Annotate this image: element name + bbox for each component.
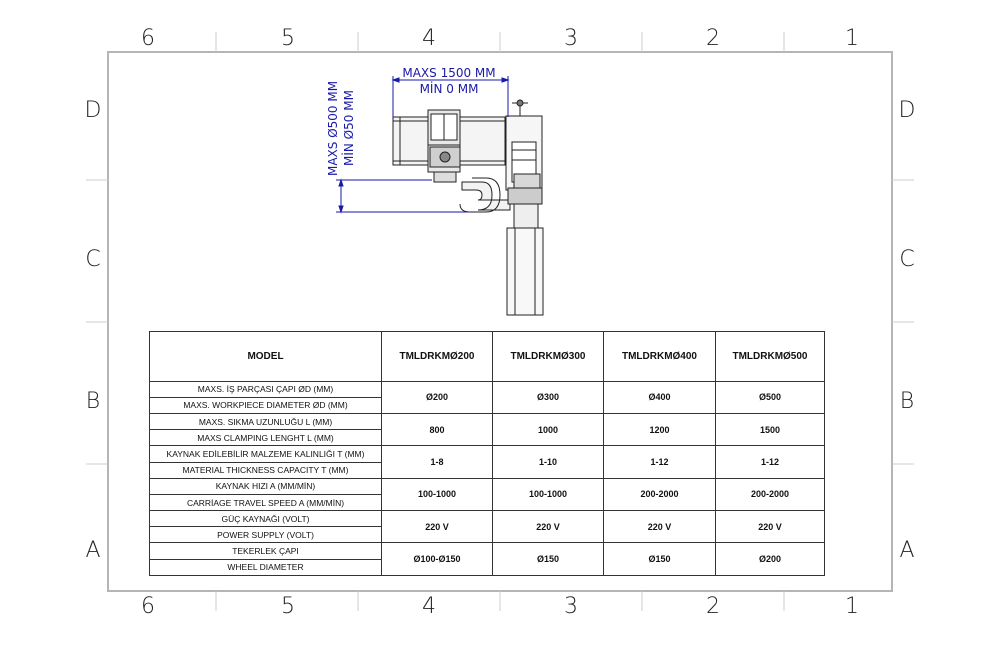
spec-table (149, 331, 825, 576)
table-cell: 100-1000 (382, 478, 493, 510)
table-cell: 1-12 (716, 446, 825, 478)
zone-col-label: 2 (706, 594, 720, 619)
table-cell: 1-10 (493, 446, 604, 478)
table-row (150, 381, 825, 397)
table-row (150, 446, 825, 462)
zone-col-label: 3 (564, 26, 578, 51)
table-cell: 220 V (604, 511, 716, 543)
table-cell: 200-2000 (604, 478, 716, 510)
zone-col-label: 6 (141, 26, 155, 51)
zone-row-label: D (84, 98, 102, 123)
dim-diameter-min-label: MİN Ø50 MM (342, 90, 356, 166)
model-column-header: TMLDRKMØ300 (493, 332, 604, 382)
table-cell: Ø400 (604, 381, 716, 413)
row-label-tr: TEKERLEK ÇAPI (150, 543, 382, 559)
zone-col-label: 6 (141, 594, 155, 619)
table-cell: Ø200 (716, 543, 825, 576)
table-cell: Ø100-Ø150 (382, 543, 493, 576)
table-row (150, 543, 825, 559)
table-row (150, 478, 825, 494)
table-cell: 1200 (604, 413, 716, 445)
zone-col-label: 3 (564, 594, 578, 619)
zone-col-label: 4 (422, 26, 436, 51)
table-cell: Ø300 (493, 381, 604, 413)
dim-travel-max-label: MAXS 1500 MM (402, 66, 496, 80)
zone-col-label: 5 (281, 594, 295, 619)
row-label-tr: MAXS. SIKMA UZUNLUĞU L (MM) (150, 413, 382, 429)
row-label-tr: GÜÇ KAYNAĞI (VOLT) (150, 511, 382, 527)
zone-row-label: B (899, 389, 915, 414)
row-label-tr: KAYNAK HIZI A (MM/MİN) (150, 478, 382, 494)
row-label-en: POWER SUPPLY (VOLT) (150, 527, 382, 543)
table-cell: Ø150 (604, 543, 716, 576)
model-column-header: TMLDRKMØ500 (716, 332, 825, 382)
row-label-en: MAXS CLAMPING LENGHT L (MM) (150, 430, 382, 446)
row-label-en: MATERIAL THICKNESS CAPACITY T (MM) (150, 462, 382, 478)
table-row (150, 413, 825, 429)
table-cell: 1-8 (382, 446, 493, 478)
zone-row-label: C (85, 247, 101, 272)
table-cell: 220 V (493, 511, 604, 543)
dim-diameter-max-label: MAXS Ø500 MM (326, 80, 340, 176)
table-cell: Ø150 (493, 543, 604, 576)
table-cell: 1000 (493, 413, 604, 445)
table-cell: 1500 (716, 413, 825, 445)
torch-elbow (460, 178, 510, 212)
dim-travel-min-label: MİN 0 MM (419, 82, 479, 96)
zone-row-label: A (899, 538, 915, 563)
zone-row-label: B (85, 389, 101, 414)
model-header: MODEL (150, 332, 382, 382)
zone-row-label: D (898, 98, 916, 123)
row-label-en: MAXS. WORKPIECE DIAMETER ØD (MM) (150, 397, 382, 413)
row-label-en: WHEEL DIAMETER (150, 559, 382, 575)
table-cell: 100-1000 (493, 478, 604, 510)
zone-col-label: 4 (422, 594, 436, 619)
table-cell: 220 V (382, 511, 493, 543)
table-cell: 200-2000 (716, 478, 825, 510)
table-cell: 1-12 (604, 446, 716, 478)
zone-col-label: 5 (281, 26, 295, 51)
zone-col-label: 1 (845, 26, 859, 51)
model-column-header: TMLDRKMØ400 (604, 332, 716, 382)
model-column-header: TMLDRKMØ200 (382, 332, 493, 382)
row-label-tr: KAYNAK EDİLEBİLİR MALZEME KALINLIĞI T (MM) (150, 446, 382, 462)
table-cell: 220 V (716, 511, 825, 543)
dimension-diameter (336, 180, 470, 212)
zone-row-label: C (899, 247, 915, 272)
zone-col-label: 1 (845, 594, 859, 619)
row-label-tr: MAXS. İŞ PARÇASI ÇAPI ØD (MM) (150, 381, 382, 397)
table-cell: 800 (382, 413, 493, 445)
zone-col-label: 2 (706, 26, 720, 51)
table-header-row (150, 332, 825, 382)
table-cell: Ø500 (716, 381, 825, 413)
carriage (428, 110, 460, 182)
table-row (150, 511, 825, 527)
column (506, 100, 543, 315)
table-cell: Ø200 (382, 381, 493, 413)
zone-row-label: A (85, 538, 101, 563)
row-label-en: CARRİAGE TRAVEL SPEED A (MM/MİN) (150, 494, 382, 510)
